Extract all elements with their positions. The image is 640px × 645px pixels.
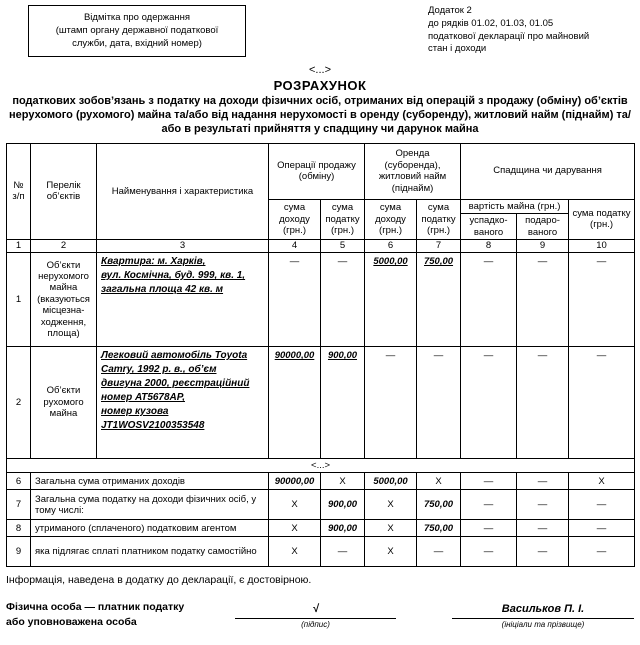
signer-role-line-1: Фізична особа — платник податку bbox=[6, 601, 185, 614]
value-cell: — bbox=[517, 473, 569, 490]
table-row-omitted bbox=[7, 459, 635, 473]
appendix-line-3: податкової декларації про майновий bbox=[428, 30, 590, 42]
signer-role-line-2: або уповноважена особа bbox=[6, 615, 137, 628]
value-cell: — bbox=[517, 520, 569, 537]
col-header-inheritance-tax: сума податку (грн.) bbox=[569, 199, 635, 239]
col-num-2: 2 bbox=[31, 240, 97, 253]
row-label: Об’єкти рухомого майна bbox=[31, 347, 97, 459]
value-cell: — bbox=[461, 490, 517, 520]
value-cell: 750,00 bbox=[417, 253, 461, 347]
value-cell: 5000,00 bbox=[365, 473, 417, 490]
omitted-content-mark: <...> bbox=[7, 459, 635, 473]
value-cell: 900,00 bbox=[321, 347, 365, 459]
value-cell: 750,00 bbox=[417, 490, 461, 520]
appendix-line-2: до рядків 01.02, 01.03, 01.05 bbox=[428, 17, 554, 29]
value-cell: X bbox=[269, 520, 321, 537]
entry-line: вул. Космічна, буд. 999, кв. 1, bbox=[101, 270, 246, 282]
stamp-line-1: Відмітка про одержання bbox=[83, 12, 191, 23]
col-num-6: 6 bbox=[365, 240, 417, 253]
row-num: 9 bbox=[7, 537, 31, 567]
table-row-immovable-property bbox=[7, 253, 635, 347]
table-row-total-income bbox=[7, 473, 635, 490]
row-label: яка підлягає сплаті платником податку самостійно bbox=[31, 537, 269, 567]
value-cell: X bbox=[365, 537, 417, 567]
value-cell: X bbox=[269, 490, 321, 520]
col-header-property-value: вартість майна (грн.) bbox=[461, 199, 569, 213]
value-cell: — bbox=[461, 473, 517, 490]
value-cell: — bbox=[269, 253, 321, 347]
value-cell: 750,00 bbox=[417, 520, 461, 537]
value-cell: — bbox=[569, 490, 635, 520]
col-header-objects: Перелік об’єктів bbox=[31, 143, 97, 239]
appendix-note bbox=[428, 5, 634, 56]
col-header-num: № з/п bbox=[7, 143, 31, 239]
value-cell: X bbox=[269, 537, 321, 567]
row-label: утриманого (сплаченого) податковим агентом bbox=[31, 520, 269, 537]
signer-role-label bbox=[6, 600, 209, 628]
value-cell: — bbox=[461, 347, 517, 459]
value-cell: — bbox=[569, 520, 635, 537]
col-header-name: Найменування і характеристика bbox=[97, 143, 269, 239]
value-cell: — bbox=[569, 537, 635, 567]
entry-line: Квартира: м. Харків, bbox=[101, 256, 206, 268]
value-cell: — bbox=[517, 253, 569, 347]
value-cell: — bbox=[461, 537, 517, 567]
value-cell: — bbox=[461, 253, 517, 347]
form-subtitle: податкових зобов’язань з податку на доходи фізичних осіб, отриманих від операцій з продажу (обміну) об’єктів нерухомого (рухомого) майна та/або від надання нерухомості в оренду (суборенду), житловий найм (піднайм) та/або в результаті прийняття у спадщину чи дарунок майна bbox=[9, 95, 631, 135]
appendix-line-1: Додаток 2 bbox=[428, 5, 472, 16]
name-field bbox=[452, 603, 634, 629]
value-cell: X bbox=[417, 473, 461, 490]
signature-section bbox=[6, 600, 634, 628]
value-cell: — bbox=[321, 253, 365, 347]
table-header-groups bbox=[7, 143, 635, 199]
value-cell: 900,00 bbox=[321, 490, 365, 520]
row-label: Загальна сума отриманих доходів bbox=[31, 473, 269, 490]
value-cell: X bbox=[365, 520, 417, 537]
row-label: Загальна сума податку на доходи фізичних осіб, у тому числі: bbox=[31, 490, 269, 520]
form-top-header bbox=[6, 5, 634, 57]
col-header-sale-tax: сума податку (грн.) bbox=[321, 199, 365, 239]
col-header-gifted: подаро-ваного bbox=[517, 214, 569, 240]
value-cell: 5000,00 bbox=[365, 253, 417, 347]
value-cell: — bbox=[569, 347, 635, 459]
row-label: Об’єкти нерухомого майна (вказуються місцезна-ходження, площа) bbox=[31, 253, 97, 347]
value-cell: — bbox=[321, 537, 365, 567]
col-num-1: 1 bbox=[7, 240, 31, 253]
table-column-numbers bbox=[7, 240, 635, 253]
col-num-9: 9 bbox=[517, 240, 569, 253]
row-num: 7 bbox=[7, 490, 31, 520]
value-cell: — bbox=[517, 537, 569, 567]
col-num-7: 7 bbox=[417, 240, 461, 253]
value-cell: 900,00 bbox=[321, 520, 365, 537]
col-header-inherited: успадко-ваного bbox=[461, 214, 517, 240]
col-header-rent: Оренда (суборенда), житловий найм (піднайм) bbox=[365, 143, 461, 199]
value-cell: — bbox=[417, 347, 461, 459]
entry-line: двигуна 2000, реєстраційний bbox=[101, 378, 250, 390]
col-num-4: 4 bbox=[269, 240, 321, 253]
value-cell: — bbox=[417, 537, 461, 567]
row-description bbox=[97, 253, 269, 347]
table-row-movable-property bbox=[7, 347, 635, 459]
name-caption: (ініціали та прізвище) bbox=[501, 619, 585, 629]
col-header-sale: Операції продажу (обміну) bbox=[269, 143, 365, 199]
signature-field bbox=[235, 603, 396, 629]
col-num-3: 3 bbox=[97, 240, 269, 253]
value-cell: X bbox=[365, 490, 417, 520]
form-title: РОЗРАХУНОК bbox=[273, 78, 367, 94]
signer-name: Васильков П. І. bbox=[452, 603, 634, 619]
col-header-inheritance: Спадщина чи дарування bbox=[461, 143, 635, 199]
value-cell: — bbox=[569, 253, 635, 347]
omitted-content-mark: <...> bbox=[308, 64, 332, 77]
value-cell: X bbox=[569, 473, 635, 490]
entry-line: Легковий автомобіль Toyota bbox=[101, 350, 248, 362]
value-cell: X bbox=[321, 473, 365, 490]
signature-caption: (підпис) bbox=[301, 619, 330, 629]
table-row-self-paid bbox=[7, 537, 635, 567]
col-num-8: 8 bbox=[461, 240, 517, 253]
stamp-line-2: (штамп органу державної податкової bbox=[55, 24, 219, 36]
col-num-5: 5 bbox=[321, 240, 365, 253]
entry-line: номер АТ5678АР, bbox=[101, 392, 185, 404]
value-cell: — bbox=[517, 490, 569, 520]
col-header-rent-tax: сума податку (грн.) bbox=[417, 199, 461, 239]
row-num: 1 bbox=[7, 253, 31, 347]
row-description bbox=[97, 347, 269, 459]
value-cell: 90000,00 bbox=[269, 473, 321, 490]
row-num: 2 bbox=[7, 347, 31, 459]
entry-line: JT1WOSV2100353548 bbox=[101, 420, 205, 432]
col-header-sale-income: сума доходу (грн.) bbox=[269, 199, 321, 239]
entry-line: загальна площа 42 кв. м bbox=[101, 284, 224, 296]
receipt-stamp-box bbox=[28, 5, 246, 57]
row-num: 8 bbox=[7, 520, 31, 537]
signature-mark: √ bbox=[235, 603, 396, 619]
row-num: 6 bbox=[7, 473, 31, 490]
calculation-table bbox=[6, 143, 635, 568]
col-header-rent-income: сума доходу (грн.) bbox=[365, 199, 417, 239]
value-cell: — bbox=[517, 347, 569, 459]
appendix-line-4: стан і доходи bbox=[428, 43, 487, 55]
truthfulness-statement: Інформація, наведена в додатку до декларації, є достовірною. bbox=[6, 574, 312, 587]
entry-line: номер кузова bbox=[101, 406, 169, 418]
col-num-10: 10 bbox=[569, 240, 635, 253]
value-cell: — bbox=[461, 520, 517, 537]
entry-line: Camry, 1992 р. в., об’єм bbox=[101, 364, 217, 376]
value-cell: 90000,00 bbox=[269, 347, 321, 459]
stamp-line-3: служби, дата, вхідний номер) bbox=[72, 37, 202, 49]
table-row-total-tax bbox=[7, 490, 635, 520]
table-row-withheld-by-agent bbox=[7, 520, 635, 537]
value-cell: — bbox=[365, 347, 417, 459]
